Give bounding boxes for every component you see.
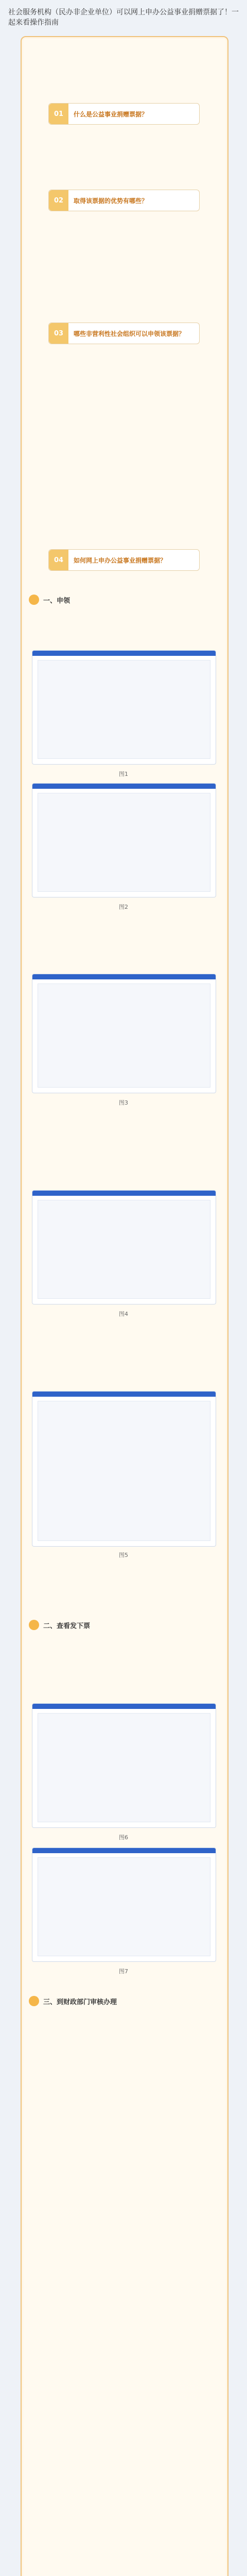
section-02 xyxy=(48,190,200,211)
screenshot-content xyxy=(38,984,210,1088)
intro-text xyxy=(32,49,215,96)
section-number: 04 xyxy=(49,550,68,570)
bullet-icon xyxy=(29,1996,39,2006)
screenshot-content xyxy=(38,660,210,759)
figure-label: 图7 xyxy=(119,1968,128,1975)
step-label: 三、到财政部门审核办理 xyxy=(43,1998,117,2006)
figure-label: 图2 xyxy=(119,904,128,910)
screenshot-content xyxy=(38,1857,210,1956)
screenshot-content xyxy=(38,1401,210,1541)
step-1-title xyxy=(29,592,218,607)
section-number: 01 xyxy=(49,104,68,124)
figure-label: 图1 xyxy=(119,771,128,777)
figure-label: 图4 xyxy=(119,1311,128,1317)
screenshot-6 xyxy=(32,1703,216,1828)
section-number: 02 xyxy=(49,190,68,211)
step-3-title xyxy=(29,1994,218,2008)
screenshot-5 xyxy=(32,1391,216,1547)
screenshot-3 xyxy=(32,974,216,1093)
page-title: 社会服务机构（民办非企业单位）可以网上申办公益事业捐赠票据了！一起来看操作指南 xyxy=(8,8,239,27)
figure-label: 图5 xyxy=(119,1552,128,1558)
section-02-text xyxy=(32,218,215,306)
step-1-note xyxy=(32,1566,215,1597)
step-label: 二、查看发下票 xyxy=(43,1622,91,1630)
figure-label: 图3 xyxy=(119,1099,128,1106)
section-label: 哪些非营利性社会组织可以申领该票据？ xyxy=(74,330,185,337)
screenshot-content xyxy=(38,1713,210,1822)
step-2-title xyxy=(29,1618,218,1632)
screenshot-bar xyxy=(32,1704,216,1709)
figure-label: 图6 xyxy=(119,1834,128,1841)
section-number: 03 xyxy=(49,323,68,344)
section-01 xyxy=(48,103,200,125)
screenshot-content xyxy=(38,1200,210,1299)
step-1-text xyxy=(32,611,215,642)
step-2-text xyxy=(32,1636,215,1698)
screenshot-bar xyxy=(32,784,216,789)
bullet-icon xyxy=(29,595,39,605)
screenshot-bar xyxy=(32,974,216,979)
section-label: 取得该票据的优势有哪些？ xyxy=(74,197,148,205)
screenshot-1 xyxy=(32,650,216,765)
section-04 xyxy=(48,549,200,571)
step-1-text-3 xyxy=(32,1113,215,1185)
step-1-text-2 xyxy=(32,916,215,968)
screenshot-content xyxy=(38,793,210,892)
section-03 xyxy=(48,323,200,344)
section-01-text xyxy=(32,133,215,179)
screenshot-7 xyxy=(32,1848,216,1962)
screenshot-bar xyxy=(32,1848,216,1853)
step-label: 一、申领 xyxy=(43,597,70,605)
bullet-icon xyxy=(29,1620,39,1630)
section-label: 如何网上申办公益事业捐赠票据？ xyxy=(74,556,167,564)
screenshot-bar xyxy=(32,651,216,656)
screenshot-2 xyxy=(32,783,216,897)
step-1-text-4 xyxy=(32,1324,215,1386)
section-03-text xyxy=(32,353,215,534)
section-label: 什么是公益事业捐赠票据？ xyxy=(74,110,148,118)
screenshot-bar xyxy=(32,1392,216,1397)
screenshot-4 xyxy=(32,1190,216,1304)
screenshot-bar xyxy=(32,1191,216,1196)
closing-text xyxy=(32,2112,215,2184)
step-3-text xyxy=(32,2012,215,2095)
